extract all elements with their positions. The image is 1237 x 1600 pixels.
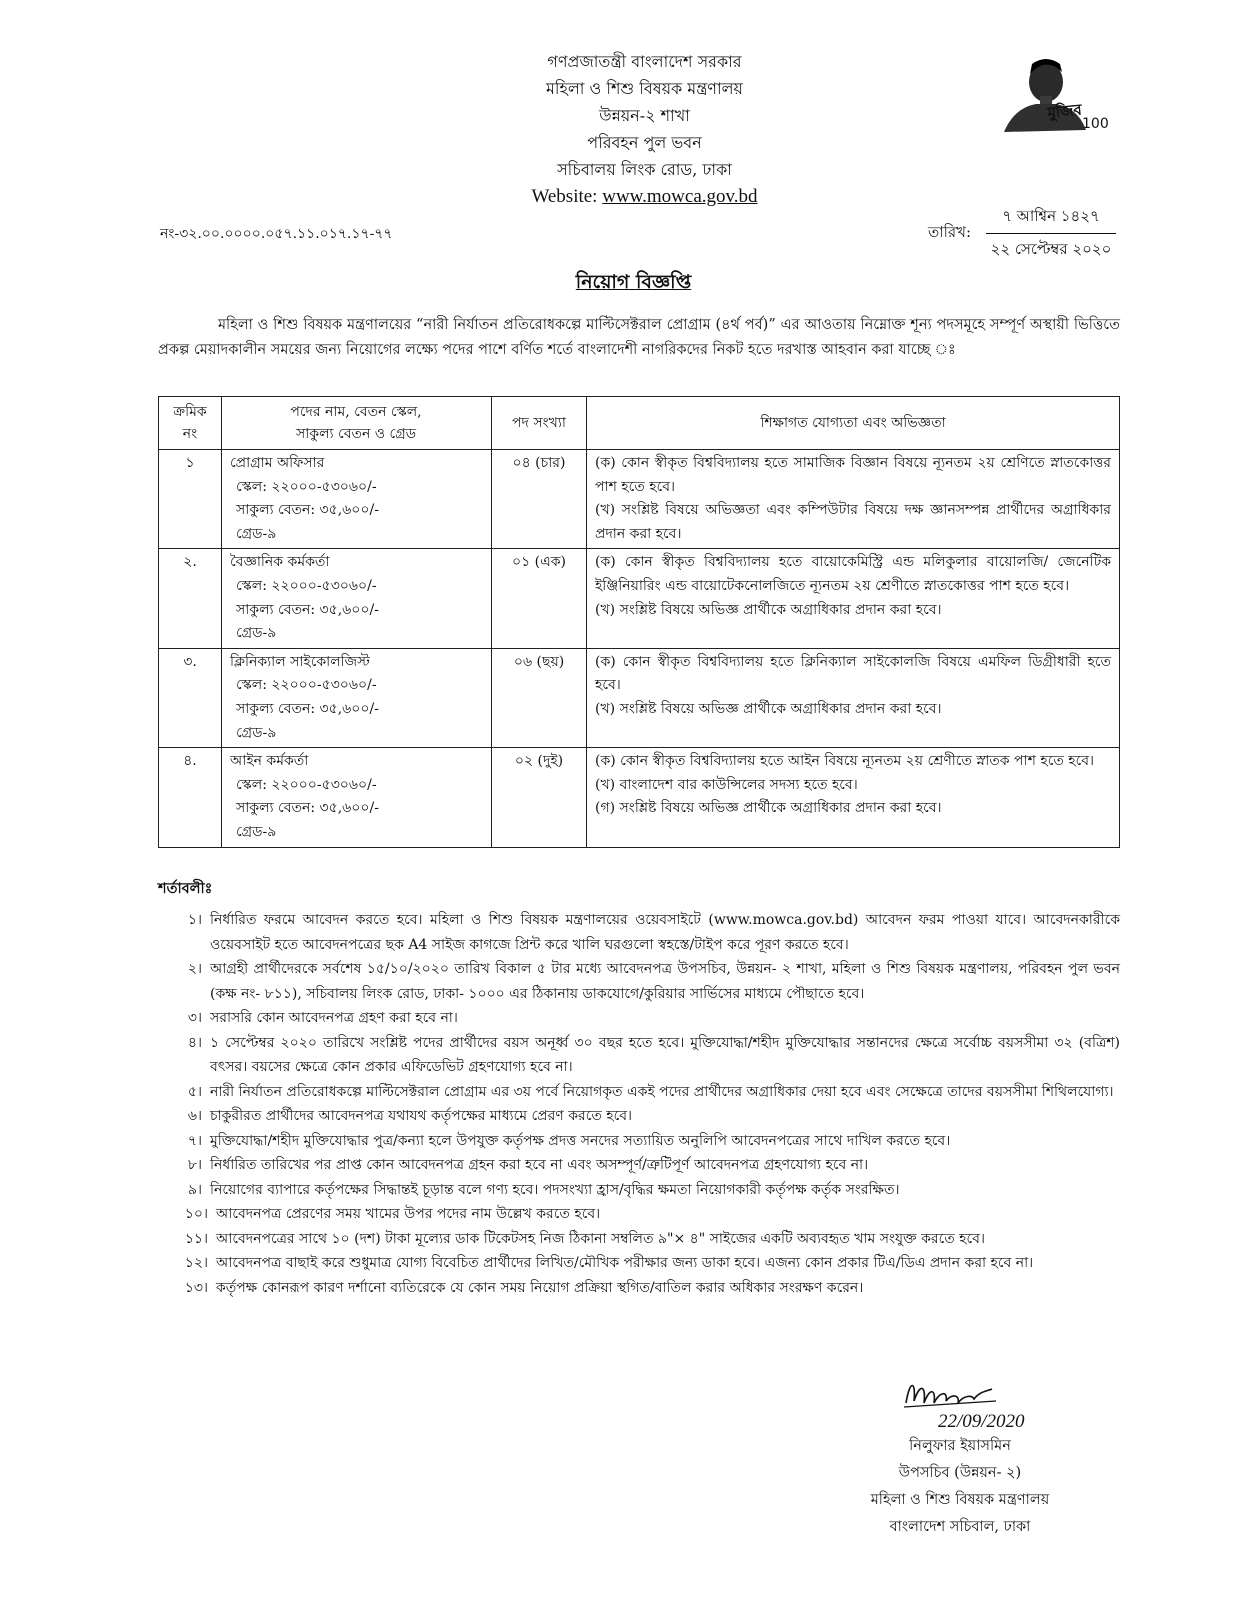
condition-text: আবেদনপত্র প্রেরণের সময় খামের উপর পদের নাম উল্লেখ করতে হবে।: [216, 1206, 601, 1222]
qualification-item: (ক) কোন স্বীকৃত বিশ্ববিদ্যালয় হতে বায়োকেমিস্ট্রি এন্ড মলিকুলার বায়োলজি/ জেনেটিক ইঞ্জিনিয়ারিং এন্ড বায়োটেকনোলজিতে ন্যূনতম ২য় শ্রেণীতে স্নাতকোত্তর পাশ হতে হবে।: [595, 554, 1111, 594]
condition-item: [158, 1227, 1120, 1252]
row-qualification: [587, 450, 1120, 549]
row-serial: ৪.: [159, 748, 222, 847]
row-qualification: [587, 648, 1120, 747]
post-title: আইন কর্মকর্তা: [230, 753, 309, 770]
condition-number: ১।: [187, 912, 202, 928]
signatory-name: নিলুফার ইয়াসমিন: [909, 1438, 1011, 1454]
condition-number: ৪।: [187, 1034, 202, 1051]
table-row: [159, 549, 1120, 648]
condition-item: [158, 1006, 1120, 1031]
table-row: [159, 748, 1120, 847]
condition-number: ৮।: [187, 1157, 202, 1173]
condition-text: সরাসরি কোন আবেদনপত্র গ্রহণ করা হবে না।: [210, 1010, 458, 1026]
condition-item: [158, 1153, 1120, 1178]
signatory-ministry: মহিলা ও শিশু বিষয়ক মন্ত্রণালয়: [870, 1492, 1050, 1508]
building-name: পরিবহন পুল ভবন: [587, 133, 702, 152]
address: সচিবালয় লিংক রোড, ঢাকা: [557, 160, 732, 179]
signatory-designation: উপসচিব (উন্নয়ন- ২): [898, 1465, 1022, 1481]
condition-number: ৫।: [187, 1083, 202, 1100]
condition-item: [158, 1031, 1120, 1080]
table-row: [159, 648, 1120, 747]
condition-text: চাকুরীরত প্রার্থীদের আবেদনপত্র যথাযথ কর্তৃপক্ষের মাধ্যমে প্রেরণ করতে হবে।: [210, 1108, 633, 1124]
date-values: [986, 205, 1116, 263]
qualification-item: (গ) সংশ্লিষ্ট বিষয়ে অভিজ্ঞ প্রার্থীকে অগ্রাধিকার প্রদান করা হবে।: [595, 800, 942, 817]
qualification-item: (ক) কোন স্বীকৃত বিশ্ববিদ্যালয় হতে সামাজিক বিজ্ঞান বিষয়ে ন্যূনতম ২য় শ্রেণিতে স্নাতকোত্তর পাশ হতে হবে।: [595, 455, 1111, 495]
table-header-row: [159, 397, 1120, 450]
post-grade: গ্রেড-৯: [236, 823, 277, 840]
mujib-100-logo-icon: [1000, 52, 1110, 134]
post-grade: গ্রেড-৯: [236, 525, 277, 542]
qualification-item: (খ) বাংলাদেশ বার কাউন্সিলের সদস্য হতে হবে।: [595, 776, 858, 793]
posts-table: [158, 396, 1120, 848]
post-salary: সাকুল্য বেতন: ৩৫,৬০০/-: [236, 502, 379, 519]
qualification-item: (ক) কোন স্বীকৃত বিশ্ববিদ্যালয় হতে ক্লিনিক্যাল সাইকোলজি বিষয়ে এমফিল ডিগ্রীধারী হতে হবে।: [595, 653, 1111, 694]
condition-number: ৭।: [187, 1132, 202, 1149]
condition-item: [158, 908, 1120, 957]
memo-number: নং-৩২.০০.০০০০.০৫৭.১১.০১৭.১৭-৭৭: [160, 226, 393, 242]
logo-mujib-text: মুজিব: [1046, 100, 1083, 122]
row-serial: ১: [159, 450, 222, 549]
row-count: ০১ (এক): [492, 549, 587, 648]
condition-item: [158, 1178, 1120, 1203]
condition-number: ১১।: [184, 1230, 208, 1247]
row-count: ০৬ (ছয়): [492, 648, 587, 747]
date-bangla: ৭ আশ্বিন ১৪২৭: [986, 205, 1116, 234]
post-scale: স্কেল: ২২০০০-৫৩০৬০/-: [236, 677, 377, 694]
condition-item: [158, 1104, 1120, 1129]
condition-number: ১২।: [184, 1255, 208, 1271]
qualification-item: (খ) সংশ্লিষ্ট বিষয়ে অভিজ্ঞ প্রার্থীকে অগ্রাধিকার প্রদান করা হবে।: [595, 601, 942, 618]
row-count: ০৪ (চার): [492, 450, 587, 549]
condition-text: মুক্তিযোদ্ধা/শহীদ মুক্তিযোদ্ধার পুত্র/কন্যা হলে উপযুক্ত কর্তৃপক্ষ প্রদত্ত সনদের সত্যায়িত অনুলিপি আবেদনপত্রের সাথে দাখিল করতে হবে।: [210, 1132, 951, 1149]
logo-100-text: 100: [1082, 116, 1109, 132]
condition-item: [158, 1202, 1120, 1227]
post-salary: সাকুল্য বেতন: ৩৫,৬০০/-: [236, 601, 379, 618]
row-qualification: [587, 549, 1120, 648]
post-scale: স্কেল: ২২০০০-৫৩০৬০/-: [236, 577, 377, 594]
website-label: Website:: [531, 186, 598, 207]
condition-text: নির্ধারিত তারিখের পর প্রাপ্ত কোন আবেদনপত্র গ্রহন করা হবে না এবং অসম্পূর্ণ/ত্রুটিপূর্ণ আবেদনপত্র গ্রহণযোগ্য হবে না।: [210, 1157, 869, 1173]
qualification-item: (খ) সংশ্লিষ্ট বিষয়ে অভিজ্ঞ প্রার্থীকে অগ্রাধিকার প্রদান করা হবে।: [595, 700, 942, 717]
condition-text: কর্তৃপক্ষ কোনরূপ কারণ দর্শানো ব্যতিরেকে যে কোন সময় নিয়োগ প্রক্রিয়া স্থগিত/বাতিল করার অধিকার সংরক্ষণ করেন।: [216, 1279, 864, 1296]
header-serial-line-2: নং: [182, 426, 198, 442]
intro-paragraph: মহিলা ও শিশু বিষয়ক মন্ত্রণালয়ের “নারী নির্যাতন প্রতিরোধকল্পে মাল্টিসেক্টরাল প্রোগ্রাম (৪র্থ পর্ব)” এর আওতায় নিম্নোক্ত শূন্য পদসমূহে সম্পূর্ণ অস্থায়ী ভিত্তিতে প্রকল্প মেয়াদকালীন সময়ের জন্য নিয়োগের লক্ষ্যে পদের পাশে বর্ণিত শর্তে বাংলাদেশী নাগরিকদের নিকট হতে দরখাস্ত আহবান করা যাচ্ছে ঃ: [158, 317, 1120, 358]
row-serial: ২.: [159, 549, 222, 648]
condition-text: আবেদনপত্রের সাথে ১০ (দশ) টাকা মূল্যের ডাক টিকেটসহ নিজ ঠিকানা সম্বলিত ৯"× ৪" সাইজের একটি অব্যবহৃত খাম সংযুক্ত করতে হবে।: [216, 1230, 985, 1247]
date-english: ২২ সেপ্টেম্বর ২০২০: [990, 240, 1112, 258]
condition-item: [158, 957, 1120, 1006]
condition-number: ২।: [187, 961, 202, 977]
condition-text: নারী নির্যাতন প্রতিরোধকল্পে মাল্টিসেক্টরাল প্রোগ্রাম এর ৩য় পর্বে নিয়োগকৃত একই পদের প্রার্থীদের অগ্রাধিকার দেয়া হবে এবং সেক্ষেত্রে তাদের বয়সসীমা শিথিলযোগ্য।: [210, 1083, 1114, 1100]
post-title: প্রোগ্রাম অফিসার: [230, 455, 325, 471]
header-post-count: পদ সংখ্যা: [492, 397, 587, 450]
row-count: ০২ (দুই): [492, 748, 587, 847]
post-salary: সাকুল্য বেতন: ৩৫,৬০০/-: [236, 700, 379, 717]
qualification-item: (ক) কোন স্বীকৃত বিশ্ববিদ্যালয় হতে আইন বিষয়ে ন্যূনতম ২য় শ্রেণীতে স্নাতক পাশ হতে হবে।: [595, 753, 1095, 770]
condition-number: ৯।: [187, 1181, 202, 1198]
post-grade: গ্রেড-৯: [236, 625, 277, 642]
header-name-line-1: পদের নাম, বেতন স্কেল,: [290, 404, 422, 420]
signature-block: [840, 1373, 1080, 1541]
post-title: বৈজ্ঞানিক কর্মকর্তা: [230, 554, 330, 571]
website-link[interactable]: www.mowca.gov.bd: [602, 186, 758, 207]
row-qualification: [587, 748, 1120, 847]
notice-title: নিয়োগ বিজ্ঞপ্তি: [575, 271, 692, 293]
table-row: [159, 450, 1120, 549]
post-title: ক্লিনিক্যাল সাইকোলজিস্ট: [230, 653, 370, 670]
row-post-details: [222, 450, 492, 549]
branch-name: উন্নয়ন-২ শাখা: [599, 106, 690, 125]
post-salary: সাকুল্য বেতন: ৩৫,৬০০/-: [236, 800, 379, 817]
row-post-details: [222, 648, 492, 747]
condition-item: [158, 1276, 1120, 1301]
condition-item: [158, 1129, 1120, 1154]
condition-text: নিয়োগের ব্যাপারে কর্তৃপক্ষের সিদ্ধান্তই চূড়ান্ত বলে গণ্য হবে। পদসংখ্যা হ্রাস/বৃদ্ধির ক্ষমতা নিয়োগকারী কর্তৃপক্ষ কর্তৃক সংরক্ষিত।: [210, 1181, 900, 1198]
signature-date: 22/09/2020: [938, 1411, 1025, 1432]
row-post-details: [222, 549, 492, 648]
condition-number: ৩।: [187, 1010, 202, 1026]
header-serial: [159, 397, 222, 450]
condition-number: ১৩।: [184, 1279, 208, 1296]
condition-text: নির্ধারিত ফরমে আবেদন করতে হবে। মহিলা ও শিশু বিষয়ক মন্ত্রণালয়ের ওয়েবসাইটে (www.mowca.gov.bd) আবেদন ফরম পাওয়া যাবে। আবেদনকারীকে ওয়েবসাইট হতে আবেদনপত্রের ছক A4 সাইজ কাগজে প্রিন্ট করে খালি ঘরগুলো স্বহস্তে/টাইপ করে পূরণ করতে হবে।: [210, 912, 1120, 953]
condition-number: ১০।: [184, 1206, 208, 1222]
qualification-item: (খ) সংশ্লিষ্ট বিষয়ে অভিজ্ঞতা এবং কম্পিউটার বিষয়ে দক্ষ জ্ঞানসম্পন্ন প্রার্থীদের অগ্রাধিকার প্রদান করা হবে।: [595, 502, 1111, 542]
row-post-details: [222, 748, 492, 847]
conditions-section: [158, 878, 1120, 1300]
signatory-office: বাংলাদেশ সচিবাল, ঢাকা: [889, 1519, 1031, 1535]
post-scale: স্কেল: ২২০০০-৫৩০৬০/-: [236, 478, 377, 495]
row-serial: ৩.: [159, 648, 222, 747]
post-grade: গ্রেড-৯: [236, 724, 277, 741]
govt-name: গণপ্রজাতন্ত্রী বাংলাদেশ সরকার: [547, 52, 742, 71]
conditions-heading: শর্তাবলীঃ: [158, 880, 213, 897]
ministry-name: মহিলা ও শিশু বিষয়ক মন্ত্রণালয়: [546, 79, 743, 98]
header-post-name: [222, 397, 492, 450]
condition-number: ৬।: [187, 1108, 202, 1124]
notice-title-row: [0, 268, 1237, 300]
header-serial-line-1: ক্রমিক: [173, 404, 207, 420]
condition-text: আগ্রহী প্রার্থীদেরকে সর্বশেষ ১৫/১০/২০২০ তারিখ বিকাল ৫ টার মধ্যে আবেদনপত্র উপসচিব, উন্নয়ন- ২ শাখা, মহিলা ও শিশু বিষয়ক মন্ত্রণালয়, পরিবহন পুল ভবন (কক্ষ নং- ৮১১), সচিবালয় লিংক রোড, ঢাকা- ১০০০ এর ঠিকানায় ডাকযোগে/কুরিয়ার সার্ভিসের মাধ্যমে পৌছাতে হবে।: [210, 961, 1120, 1002]
condition-text: আবেদনপত্র বাছাই করে শুধুমাত্র যোগ্য বিবেচিত প্রার্থীদের লিখিত/মৌখিক পরীক্ষার জন্য ডাকা হবে। এজন্য কোন প্রকার টিএ/ডিএ প্রদান করা হবে না।: [216, 1255, 1034, 1271]
condition-item: [158, 1080, 1120, 1105]
date-label: তারিখ:: [928, 223, 972, 241]
header-qualification: শিক্ষাগত যোগ্যতা এবং অভিজ্ঞতা: [587, 397, 1120, 450]
post-scale: স্কেল: ২২০০০-৫৩০৬০/-: [236, 776, 377, 793]
handwritten-signature-icon: [900, 1373, 1050, 1433]
condition-item: [158, 1251, 1120, 1276]
condition-text: ১ সেপ্টেম্বর ২০২০ তারিখে সংশ্লিষ্ট পদের প্রার্থীদের বয়স অনূর্ধ্ব ৩০ বছর হতে হবে। মুক্তিযোদ্ধা/শহীদ মুক্তিযোদ্ধার সন্তানদের ক্ষেত্রে সর্বোচ্চ বয়সসীমা ৩২ (বত্রিশ) বৎসর। বয়সের ক্ষেত্রে কোন প্রকার এফিডেভিট গ্রহণযোগ্য হবে না।: [210, 1034, 1120, 1075]
header-name-line-2: সাকুল্য বেতন ও গ্রেড: [295, 426, 417, 442]
